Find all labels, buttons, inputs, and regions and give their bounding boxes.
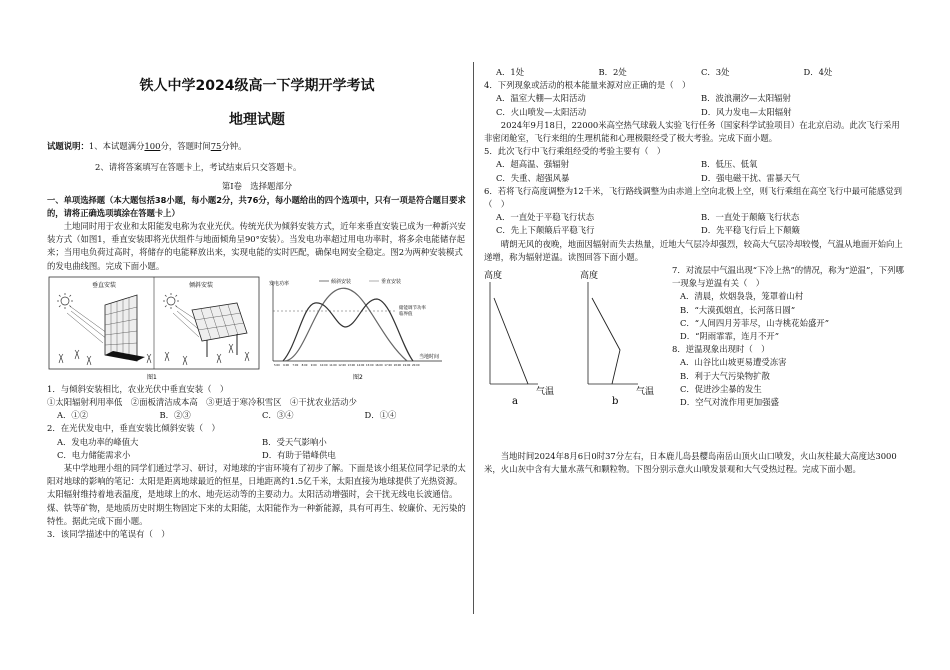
column-divider bbox=[473, 62, 474, 614]
q5-stem: 5．此次飞行中飞行乘组经受的考验主要有（ ） bbox=[484, 146, 666, 157]
full-score: 100 bbox=[144, 141, 161, 151]
q7-stem: 7．对流层中气温出现“下冷上热”的情况，称为“逆温”，下列哪一现象与逆温有关（ ） bbox=[672, 265, 904, 289]
sun-icon bbox=[57, 293, 73, 309]
fig2-threshold-label-1: 储能调节功率 bbox=[399, 305, 426, 311]
q1-items: ①太阳辐射利用率低 ②面板清洁成本高 ③更适于寒冷积雪区 ④干扰农业活动少 bbox=[47, 397, 357, 408]
q2-stem: 2．在光伏发电中，垂直安装比倾斜安装（ ） bbox=[47, 423, 220, 434]
option[interactable]: A．①② bbox=[57, 410, 89, 421]
option[interactable]: B．一直处于颠簸飞行状态 bbox=[701, 212, 800, 223]
option[interactable]: D．①④ bbox=[364, 410, 397, 421]
graph-b bbox=[580, 269, 654, 407]
time-minutes: 75 bbox=[210, 141, 222, 151]
option[interactable]: B．2处 bbox=[598, 67, 627, 77]
fig2-time-label: 当地时间 bbox=[419, 353, 440, 360]
option[interactable]: B．②③ bbox=[159, 410, 191, 421]
pv-figures bbox=[47, 275, 467, 383]
option[interactable]: C．火山喷发—太阳活动 bbox=[496, 106, 587, 117]
intro-balloon: 2024年9月18日，22000米高空热气球载人实验飞行任务（国家科学试验项目）在北京启动。此次飞行采用非密闭舱室，飞行来组的生理机能和心理极限经受了极大考验。完成下面小题。 bbox=[484, 119, 900, 144]
option[interactable]: B．“大漠孤烟直，长河落日圆” bbox=[680, 304, 796, 315]
option[interactable]: D．4处 bbox=[803, 67, 833, 77]
q6-options bbox=[484, 211, 906, 237]
option[interactable]: D．空气对流作用更加强盛 bbox=[680, 397, 779, 408]
fig2-legend-vertical: 垂直安装 bbox=[381, 278, 402, 285]
fig2-tick-label: 16:00 bbox=[375, 363, 383, 367]
sun-icon bbox=[163, 293, 179, 309]
part1-heading: 一、单项选择题（本大题包括38小题，每小题2分，共76分，每小题给出的四个选项中，只有一项是符合题目要求的，请将正确选项填涂在答题卡上） bbox=[47, 194, 466, 218]
fig2-tick-label: 12:00 bbox=[338, 363, 346, 367]
option[interactable]: D．有助于错峰供电 bbox=[262, 449, 336, 460]
instruction-line-1: 试题说明：1、本试题满分100分，答题时间75分钟。 bbox=[47, 141, 247, 151]
q4-options bbox=[484, 92, 906, 118]
fig2-tick-label: 13:00 bbox=[347, 363, 356, 367]
q2-options bbox=[47, 436, 467, 462]
fig2-vertical-curve bbox=[283, 299, 413, 361]
q1-options bbox=[47, 409, 467, 422]
fig2-power-chart bbox=[269, 278, 442, 367]
graph-b-label: b bbox=[612, 396, 619, 408]
intro-volcano: 当地时间2024年8月6日0时37分左右，日本鹿儿岛县樱岛南岳山顶火山口喷发，火山灰柱最大高度达3000米，火山灰中含有大量水蒸气和颗粒物。下图分别示意火山喷发景观和大气受热过程。完成下面小题。 bbox=[484, 451, 897, 475]
fig2-tick-label: 9:00 bbox=[310, 363, 317, 367]
inversion-section bbox=[484, 264, 906, 464]
intro-agri-pv: 土地同时用于农业和太阳能发电称为农业光伏。传统光伏为倾斜安装方式，近年来垂直安装已成为一种新兴安装方式（如图1，垂直安装即将光伏组件与地面倾角呈90°安装）。当发电功率超过用电功率时，将多余电能储存起来；当用电负荷过高时，将储存的电能释放出来，实现电能的实时匹配，确保电网安全稳定。图2为两种安装模式的发电曲线图。完成下面小题。 bbox=[47, 221, 466, 271]
fig1-tilted-label: 倾斜安装 bbox=[189, 281, 214, 289]
fig2-tilted-curve bbox=[285, 288, 407, 361]
option[interactable]: D．强电磁干扰、雷暴天气 bbox=[701, 172, 800, 183]
q8-options bbox=[672, 356, 904, 409]
option[interactable]: A．山谷比山坡更易遭受冻害 bbox=[680, 357, 787, 368]
instructions-label: 试题说明： bbox=[47, 141, 89, 151]
fig2-tick-label: 11:00 bbox=[329, 363, 337, 367]
right-column bbox=[484, 66, 906, 476]
fig2-tick-label: 8:00 bbox=[301, 363, 308, 367]
figures-1-2 bbox=[47, 275, 467, 383]
fig2-power-label: 发电功率 bbox=[269, 280, 290, 287]
option[interactable]: C．促进沙尘暴的发生 bbox=[680, 383, 762, 394]
fig1-vertical-label: 垂直安装 bbox=[92, 281, 117, 289]
graph-a-y-label: 高度 bbox=[484, 271, 503, 282]
graph-b-x-label: 气温 bbox=[636, 387, 655, 398]
fig2-tick-label: 7:00 bbox=[292, 363, 299, 367]
left-column bbox=[47, 66, 467, 541]
option[interactable]: A．温室大棚—太阳活动 bbox=[496, 93, 586, 104]
fig2-legend-tilted: 倾斜安装 bbox=[331, 278, 352, 285]
q3-stem: 3．该同学描述中的笔误有（ ） bbox=[47, 529, 170, 540]
instruction-line-2: 2、请将答案填写在答题卡上，考试结束后只交答题卡。 bbox=[95, 162, 302, 173]
fig2-threshold-label-2: 临界值 bbox=[399, 311, 413, 317]
option[interactable]: D．“阴雨霏霏，连月不开” bbox=[680, 331, 780, 342]
option[interactable]: B．低压、低氧 bbox=[701, 159, 758, 170]
option[interactable]: A．清晨，炊烟袅袅，笼罩着山村 bbox=[680, 291, 804, 302]
fig2-tick-label: 18:00 bbox=[393, 363, 402, 367]
vertical-panel bbox=[105, 295, 145, 361]
tilted-panel bbox=[192, 303, 247, 357]
option[interactable]: B．波浪潮汐—太阳辐射 bbox=[701, 93, 791, 104]
fig2-tick-label: 17:00 bbox=[384, 363, 392, 367]
option[interactable]: D．先平稳飞行后上下颠簸 bbox=[701, 225, 800, 236]
fig2-tick-label: 6:00 bbox=[283, 363, 290, 367]
q6-stem: 6．若将飞行高度调整为12千米，飞行路线调整为由赤道上空向北极上空，则飞行乘组在高空飞行中最可能感觉到（ ） bbox=[484, 185, 902, 210]
option[interactable]: A．超高温、强辐射 bbox=[496, 159, 570, 170]
graph-b-line bbox=[592, 298, 620, 384]
q4-stem: 4．下列现象或活动的根本能量来源对应正确的是（ ） bbox=[484, 80, 691, 91]
fig1-caption: 图1 bbox=[147, 373, 157, 381]
option[interactable]: C．③④ bbox=[262, 410, 294, 421]
option[interactable]: C．先上下颠簸后平稳飞行 bbox=[496, 225, 595, 236]
q1-stem: 1．与倾斜安装相比，农业光伏中垂直安装（ ） bbox=[47, 383, 229, 394]
q7-options bbox=[672, 290, 904, 343]
subject-title: 地理试题 bbox=[229, 112, 285, 128]
intro-sun-notes: 某中学地理小组的同学们通过学习、研讨，对地球的宇宙环境有了初步了解。下面是该小组某位同学记录的太阳对地球的影响的笔记：太阳是距离地球最近的恒星，日地距离约1.5亿千米，太阳直接为地球提供了光热资源。太阳辐射维持着地表温度，是地球上的水、地壳运动等的主要动力。太阳活动增强时，会干扰无线电长波通信。煤、铁等矿物，是地质历史时期生物固定下来的太阳能，太阳能作为一种新能源，具有可再生、较廉价、无污染的特性。据此完成下面小题。 bbox=[47, 463, 466, 526]
fig2-tick-label: 14:00 bbox=[356, 363, 365, 367]
option[interactable]: A．1处 bbox=[496, 67, 525, 77]
section-title: 第Ⅰ卷 选择题部分 bbox=[221, 181, 293, 192]
graph-a-x-label: 气温 bbox=[536, 387, 555, 398]
graph-a-line bbox=[494, 298, 528, 384]
option[interactable]: B．利于大气污染物扩散 bbox=[680, 370, 770, 381]
option[interactable]: A．发电功率的峰值大 bbox=[57, 436, 139, 447]
fig2-tick-label: 19:00 bbox=[402, 363, 411, 367]
inversion-graphs bbox=[484, 268, 664, 408]
fig2-time-ticks bbox=[274, 363, 420, 367]
school-title: 铁人中学2024级高一下学期开学考试 bbox=[139, 78, 375, 94]
q5-options bbox=[484, 158, 906, 184]
option[interactable]: C．3处 bbox=[701, 67, 730, 77]
fig2-tick-label: 20:00 bbox=[412, 363, 420, 367]
fig2-tick-label: 15:00 bbox=[366, 363, 374, 367]
fig2-tick-label: 5:00 bbox=[274, 363, 280, 367]
intro-inversion: 晴朗无风的夜晚，地面因辐射而失去热量，近地大气层冷却强烈，较高大气层冷却较慢，气温从地面开始向上递增，称为辐射逆温。读图回答下面小题。 bbox=[484, 238, 903, 262]
option[interactable]: C．电力储能需求小 bbox=[57, 449, 131, 460]
fig2-tick-label: 10:00 bbox=[320, 363, 328, 367]
q3-options bbox=[484, 66, 906, 79]
option[interactable]: D．风力发电—太阳辐射 bbox=[701, 106, 792, 117]
option[interactable]: C．失重、超强风暴 bbox=[496, 172, 570, 183]
fig2-caption: 图2 bbox=[353, 373, 363, 381]
graph-b-y-label: 高度 bbox=[580, 271, 599, 282]
option[interactable]: C．“人间四月芳菲尽，山寺桃花始盛开” bbox=[680, 317, 829, 328]
option[interactable]: A．一直处于平稳飞行状态 bbox=[496, 212, 595, 223]
q7-q8-block bbox=[672, 264, 904, 409]
option[interactable]: B．受天气影响小 bbox=[262, 436, 327, 447]
graph-a-label: a bbox=[512, 396, 518, 408]
graph-a bbox=[484, 269, 554, 407]
q8-stem: 8．逆温现象出现时（ ） bbox=[672, 344, 770, 355]
